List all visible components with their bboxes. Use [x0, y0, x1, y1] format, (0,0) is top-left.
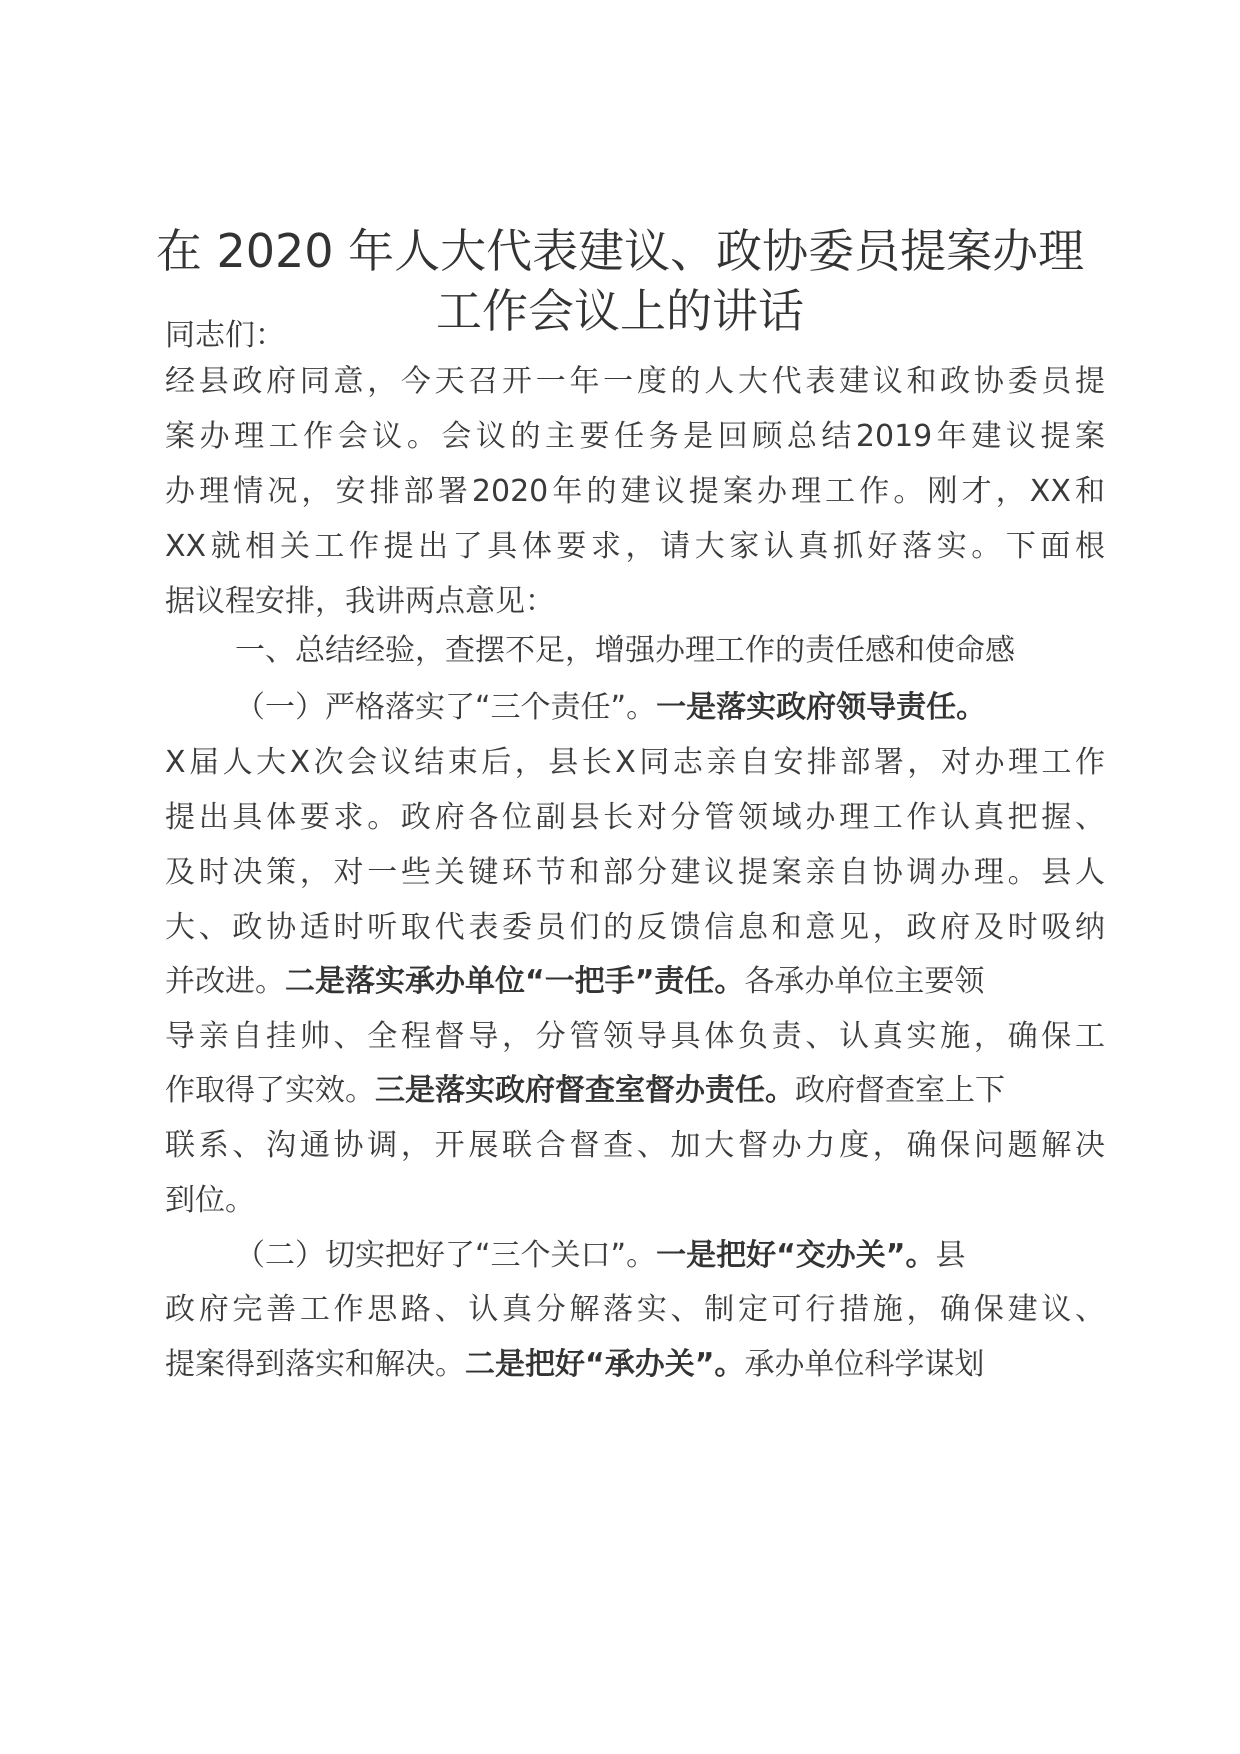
sub1-point-3-bold: 三是落实政府督查室督办责任。: [375, 1073, 795, 1108]
sub2-point-1-bold: 一是把好“交办关”。: [656, 1238, 936, 1273]
intro-line-2: 案办理工作会议。会议的主要任务是回顾总结2019年建议提案: [165, 419, 1105, 454]
sub1-line-9: 联系、沟通协调，开展联合督查、加大督办力度，确保问题解决: [165, 1128, 1105, 1163]
sub2-heading: （二）切实把好了“三个关口”。: [235, 1238, 657, 1273]
sub2-line-2: 政府完善工作思路、认真分解落实、制定可行措施，确保建议、: [165, 1292, 1105, 1327]
intro-line-5: 据议程安排，我讲两点意见：: [165, 584, 555, 619]
sub1-text: 政府督查室上下: [795, 1073, 1005, 1108]
title-line-1: 在 2020 年人大代表建议、政协委员提案办理: [155, 224, 1085, 278]
sub1-line-1: [235, 688, 1105, 728]
sub1-line-5: 大、政协适时听取代表委员们的反馈信息和意见，政府及时吸纳: [165, 910, 1105, 945]
sub1-text: 各承办单位主要领: [744, 964, 985, 999]
sub1-line-8: [165, 1071, 1105, 1111]
sub1-line-7: 导亲自挂帅、全程督导，分管领导具体负责、认真实施，确保工: [165, 1019, 1105, 1054]
sub2-point-2-bold: 二是把好“承办关”。: [465, 1347, 745, 1382]
sub1-point-2-bold: 二是落实承办单位“一把手”责任。: [285, 964, 745, 999]
intro-line-4: XX就相关工作提出了具体要求，请大家认真抓好落实。下面根: [165, 529, 1105, 564]
sub1-line-4: 及时决策，对一些关键环节和部分建议提案亲自协调办理。县人: [165, 855, 1105, 890]
salutation: 同志们：: [165, 318, 285, 353]
sub1-line-10: 到位。: [165, 1183, 255, 1218]
sub2-text: 承办单位科学谋划: [744, 1347, 985, 1382]
sub1-line-6: [165, 962, 1105, 1002]
sub2-line-3: [165, 1345, 1105, 1385]
sub1-text: 作取得了实效。: [165, 1073, 375, 1108]
section-heading-1: 一、总结经验，查摆不足，增强办理工作的责任感和使命感: [235, 633, 1015, 668]
intro-line-3: 办理情况，安排部署2020年的建议提案办理工作。刚才，XX和: [165, 474, 1105, 509]
sub1-text: 并改进。: [165, 964, 285, 999]
title-line-2: 工作会议上的讲话: [436, 284, 804, 338]
sub1-line-2: X届人大X次会议结束后，县长X同志亲自安排部署，对办理工作: [165, 745, 1105, 780]
sub1-point-1-bold: 一是落实政府领导责任。: [656, 690, 987, 725]
intro-line-1: 经县政府同意，今天召开一年一度的人大代表建议和政协委员提: [165, 364, 1105, 399]
sub1-heading: （一）严格落实了“三个责任”。: [235, 690, 657, 725]
sub2-line-1: [235, 1236, 1105, 1276]
sub1-line-3: 提出具体要求。政府各位副县长对分管领域办理工作认真把握、: [165, 800, 1105, 835]
sub2-text: 提案得到落实和解决。: [165, 1347, 465, 1382]
sub2-text: 县: [935, 1238, 966, 1273]
